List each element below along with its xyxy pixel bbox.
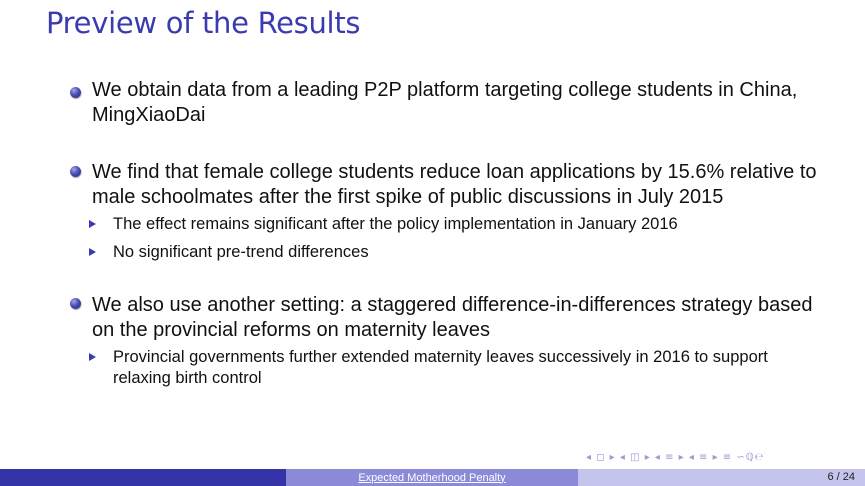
triangle-bullet-icon <box>89 353 96 361</box>
footer-title-link[interactable]: Expected Motherhood Penalty <box>358 471 506 484</box>
slide-title: Preview of the Results <box>46 6 361 40</box>
footer-bar <box>0 469 865 486</box>
bullet-2-sub-2-text: No significant pre-trend differences <box>113 243 369 261</box>
slide-content <box>70 78 830 389</box>
bullet-2-sub-2 <box>113 242 830 263</box>
bullet-2 <box>70 160 830 263</box>
bullet-1 <box>70 78 830 128</box>
bullet-ball-icon <box>70 166 81 177</box>
footer-segment-left <box>0 469 286 486</box>
bullet-2-sub-1 <box>113 214 830 235</box>
bullet-3-sub-1-text: Provincial governments further extended maternity leaves successively in 2016 to support relaxing birth control <box>113 348 768 387</box>
triangle-bullet-icon <box>89 220 96 228</box>
triangle-bullet-icon <box>89 248 96 256</box>
bullet-ball-icon <box>70 87 81 98</box>
bullet-3 <box>70 293 830 389</box>
bullet-ball-icon <box>70 298 81 309</box>
bullet-3-sub-1 <box>113 347 830 389</box>
bullet-1-text: We obtain data from a leading P2P platform targeting college students in China, MingXiaoDai <box>92 79 798 126</box>
beamer-navigation-icons[interactable]: ◂ ◻ ▸ ◂ ◫ ▸ ◂ ≡ ▸ ◂ ≡ ▸ ≡ ∽ℚ℮ <box>586 452 765 463</box>
bullet-2-sub-1-text: The effect remains significant after the policy implementation in January 2016 <box>113 215 678 233</box>
bullet-2-text: We find that female college students reduce loan applications by 15.6% relative to male schoolmates after the first spike of public discussions in July 2015 <box>92 161 817 208</box>
page-number: 6 / 24 <box>827 471 855 483</box>
bullet-3-text: We also use another setting: a staggered difference-in-differences strategy based on the provincial reforms on maternity leaves <box>92 294 813 341</box>
footer-segment-right <box>578 469 865 486</box>
footer-segment-middle <box>286 469 578 486</box>
